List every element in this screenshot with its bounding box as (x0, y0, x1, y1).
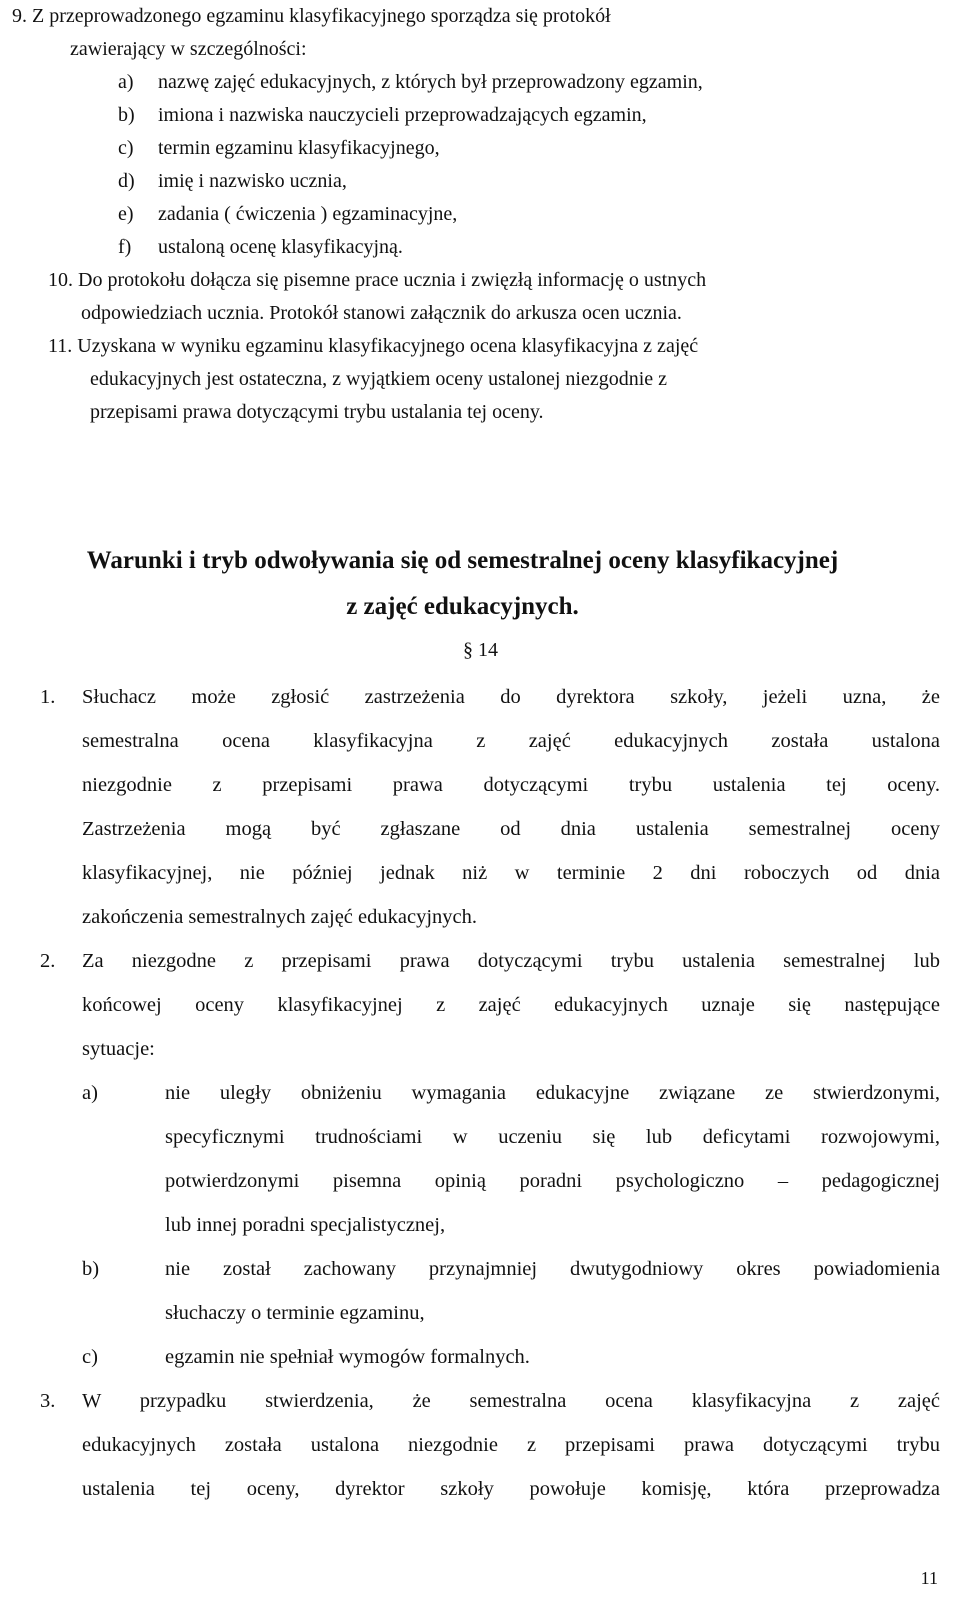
sub-item-d (12, 165, 952, 198)
appeal-section (40, 675, 940, 1511)
sub-letter: e) (118, 203, 134, 225)
sub-text: ustaloną ocenę klasyfikacyjną. (158, 236, 403, 258)
situation-body (165, 1335, 940, 1379)
paragraph-line: W przypadku stwierdzenia, że semestralna ocena klasyfikacyjna z zajęć (82, 1390, 940, 1412)
paragraph-line: Słuchacz może zgłosić zastrzeżenia do dyrektora szkoły, jeżeli uzna, że (82, 686, 940, 708)
paragraph-line: edukacyjnych została ustalona niezgodnie z przepisami prawa dotyczącymi trybu (82, 1434, 940, 1456)
paragraph-line: Za niezgodne z przepisami prawa dotyczącymi trybu ustalenia semestralnej lub (82, 950, 940, 972)
sub-letter: f) (118, 236, 132, 258)
situation-line: nie został zachowany przynajmniej dwutygodniowy okres powiadomienia (165, 1258, 940, 1280)
paragraph-line: Zastrzeżenia mogą być zgłaszane od dnia ustalenia semestralnej oceny (82, 818, 940, 840)
situation-b (82, 1247, 940, 1335)
item-9-text-1: Z przeprowadzonego egzaminu klasyfikacyjnego sporządza się protokół (32, 5, 611, 27)
section-number: 14 (478, 639, 498, 661)
sub-text: nazwę zajęć edukacyjnych, z których był przeprowadzony egzamin, (158, 71, 703, 93)
sub-item-e (12, 198, 952, 231)
item-10-text-1: Do protokołu dołącza się pisemne prace ucznia i zwięzłą informację o ustnych (78, 269, 707, 291)
section-heading (0, 538, 925, 630)
situation-line: lub innej poradni specjalistycznej, (165, 1214, 446, 1236)
sub-text: zadania ( ćwiczenia ) egzaminacyjne, (158, 203, 458, 225)
paragraph-line: ustalenia tej oceny, dyrektor szkoły powołuje komisję, która przeprowadza (82, 1478, 940, 1500)
paragraph-line: semestralna ocena klasyfikacyjna z zajęć edukacyjnych została ustalona (82, 730, 940, 752)
item-11-line-1 (12, 330, 952, 363)
paragraph-body (82, 1379, 940, 1511)
paragraph-3 (40, 1379, 940, 1511)
exam-protocol-section (12, 0, 952, 429)
paragraph-1 (40, 675, 940, 939)
situation-letter: a) (82, 1082, 98, 1104)
paragraph-line: klasyfikacyjnej, nie później jednak niż w terminie 2 dni roboczych od dnia (82, 862, 940, 884)
situation-letter: c) (82, 1346, 98, 1368)
item-9-line-1 (12, 0, 952, 33)
item-10-line-1 (12, 264, 952, 297)
paragraph-line: niezgodnie z przepisami prawa dotyczącymi trybu ustalenia tej oceny. (82, 774, 940, 796)
paragraph-number: 3. (40, 1390, 56, 1412)
item-11-text-2: edukacyjnych jest ostateczna, z wyjątkiem oceny ustalonej niezgodnie z (90, 368, 668, 390)
item-10-text-2: odpowiedziach ucznia. Protokół stanowi załącznik do arkusza ocen ucznia. (81, 302, 682, 324)
paragraph-number: 1. (40, 686, 56, 708)
sub-letter: b) (118, 104, 135, 126)
sub-letter: a) (118, 71, 134, 93)
situations-list (82, 1071, 940, 1379)
situation-line: słuchaczy o terminie egzaminu, (165, 1302, 425, 1324)
situation-c (82, 1335, 940, 1379)
item-9-number: 9. (12, 5, 27, 27)
sub-text: imię i nazwisko ucznia, (158, 170, 347, 192)
paragraph-body (82, 675, 940, 939)
heading-line-1: Warunki i tryb odwoływania się od semestralnej oceny klasyfikacyjnej (86, 547, 839, 574)
sub-text: imiona i nazwiska nauczycieli przeprowadzających egzamin, (158, 104, 647, 126)
item-11-text-3: przepisami prawa dotyczącymi trybu ustalania tej oceny. (90, 401, 544, 423)
situation-line: egzamin nie spełniał wymogów formalnych. (165, 1346, 530, 1368)
item-10-number: 10. (48, 269, 73, 291)
sub-letter: d) (118, 170, 135, 192)
situation-line: nie uległy obniżeniu wymagania edukacyjne związane ze stwierdzonymi, (165, 1082, 940, 1104)
sub-item-b (12, 99, 952, 132)
sub-item-f (12, 231, 952, 264)
sub-text: termin egzaminu klasyfikacyjnego, (158, 137, 440, 159)
paragraph-number: 2. (40, 950, 56, 972)
sub-item-c (12, 132, 952, 165)
situation-line: potwierdzonymi pisemna opinią poradni psychologiczno – pedagogicznej (165, 1170, 940, 1192)
paragraph-line: zakończenia semestralnych zajęć edukacyjnych. (82, 906, 477, 928)
item-11-number: 11. (48, 335, 73, 357)
paragraph-line: końcowej oceny klasyfikacyjnej z zajęć edukacyjnych uznaje się następujące (82, 994, 940, 1016)
section-mark (463, 636, 498, 664)
sub-letter: c) (118, 137, 134, 159)
item-9-text-2: zawierający w szczególności: (70, 38, 307, 60)
heading-line-2: z zajęć edukacyjnych. (346, 593, 579, 620)
situation-letter: b) (82, 1258, 100, 1280)
situation-body (165, 1247, 940, 1335)
page-number: 11 (920, 1568, 938, 1588)
paragraph-body (82, 939, 940, 1071)
item-11-text-1: Uzyskana w wyniku egzaminu klasyfikacyjnego ocena klasyfikacyjna z zajęć (77, 335, 699, 357)
situation-a (82, 1071, 940, 1247)
paragraph-line: sytuacje: (82, 1038, 155, 1060)
situation-body (165, 1071, 940, 1247)
sub-item-a (12, 66, 952, 99)
section-symbol-icon: § (463, 639, 473, 661)
paragraph-2 (40, 939, 940, 1071)
situation-line: specyficznymi trudnościami w uczeniu się lub deficytami rozwojowymi, (165, 1126, 940, 1148)
